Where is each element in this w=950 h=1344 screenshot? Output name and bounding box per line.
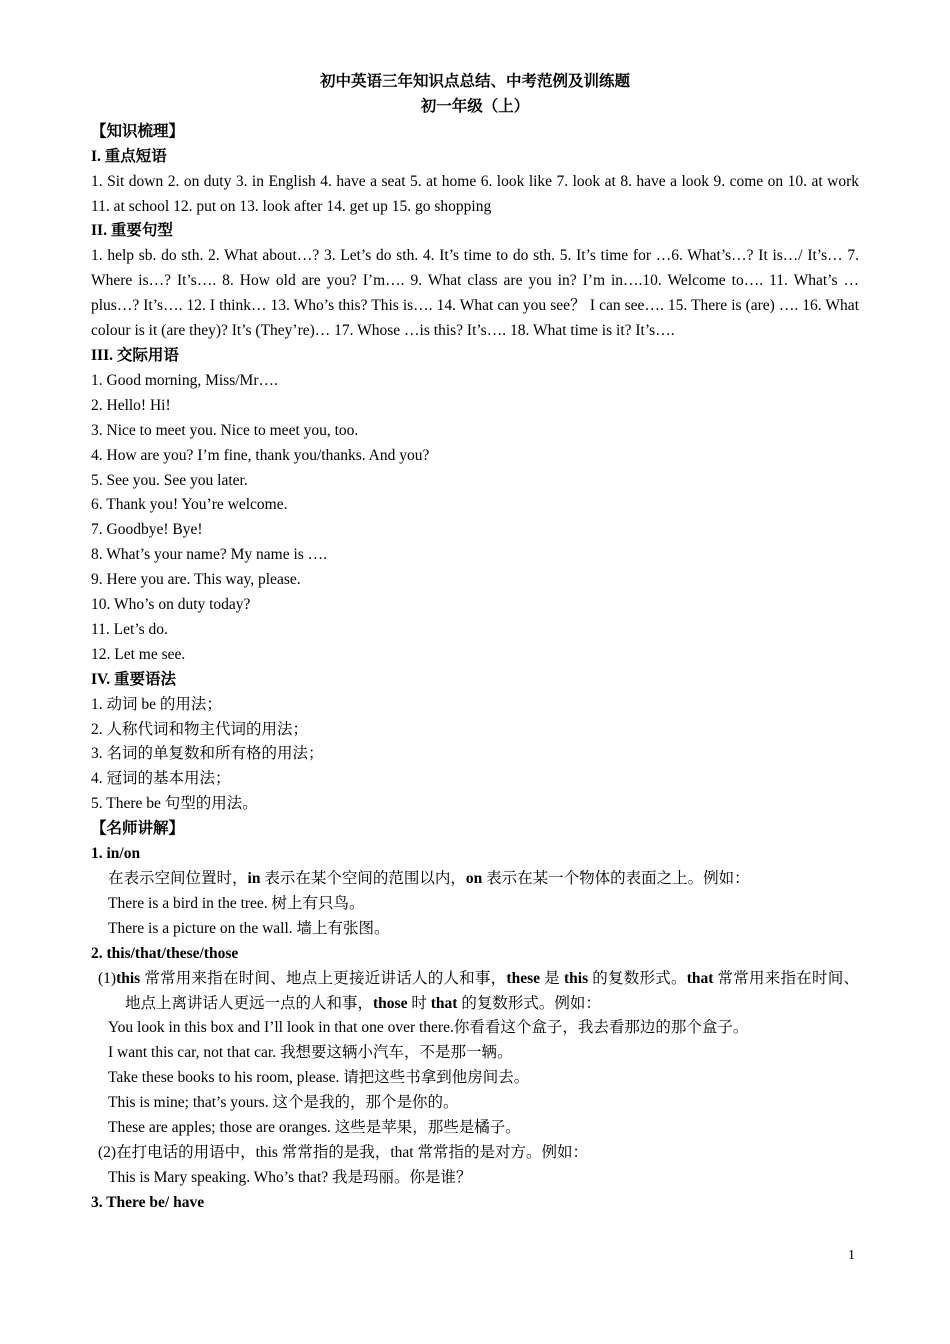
text-run: 的复数形式。 [588,969,687,987]
text-run: 常常用来指在时间、地点上离讲话人更远一点的人和事， [125,969,859,1012]
document-subtitle: 初一年级（上） [420,97,530,115]
example-sentence: Take these books to his room, please. 请把这些书拿到他房间去。 [108,1069,530,1087]
list-item: 1. Good morning, Miss/Mr…. [91,371,278,389]
list-item: 5. See you. See you later. [91,471,248,489]
example-sentence: This is mine; that’s yours. 这个是我的，那个是你的。 [108,1094,459,1112]
list-item: 8. What’s your name? My name is …. [91,546,328,564]
example-sentence: There is a bird in the tree. 树上有只鸟。 [108,894,365,912]
keyword: that [686,969,714,987]
keyword: on [465,870,483,887]
keyword: this [116,969,141,987]
list-item: 2. 人称代词和物主代词的用法； [91,720,309,738]
point-heading-in-on: 1. in/on [91,845,141,863]
text-run: 的复数形式。例如： [457,994,601,1012]
example-sentence: There is a picture on the wall. 墙上有张图。 [108,919,390,937]
list-item: 5. There be 句型的用法。 [91,795,258,813]
list-item: 4. How are you? I’m fine, thank you/thanks. And you? [91,446,430,464]
point-description: (2)在打电话的用语中，this 常常指的是我，that 常常指的是对方。例如： [98,1143,588,1161]
list-item: 12. Let me see. [91,645,186,663]
page-number: 1 [848,1248,855,1263]
example-sentence: These are apples; those are oranges. 这些是苹果，那些是橘子。 [108,1119,521,1137]
list-item: 11. Let’s do. [91,620,168,638]
list-item: 2. Hello! Hi! [91,396,171,414]
example-sentence: This is Mary speaking. Who’s that? 我是玛丽。你是谁？ [108,1168,472,1186]
text-run: 是 [540,969,564,987]
list-item: 10. Who’s on duty today? [91,596,251,614]
section-heading-knowledge: 【知识梳理】 [91,122,185,140]
text-run: 常常用来指在时间、地点上更接近讲话人的人和事， [140,969,507,987]
list-item: 6. Thank you! You’re welcome. [91,496,288,514]
sentences-heading: II. 重要句型 [91,222,173,240]
text-run: 时 [407,994,431,1012]
phrases-heading: I. 重点短语 [91,147,167,165]
point-heading-demonstratives: 2. this/that/these/those [91,944,239,962]
keyword: these [506,969,540,987]
section-heading-teacher: 【名师讲解】 [91,820,185,838]
example-sentence: You look in this box and I’ll look in that one over there.你看看这个盒子，我去看那边的那个盒子。 [108,1019,749,1037]
communication-heading: III. 交际用语 [91,346,179,364]
list-item: 4. 冠词的基本用法； [91,770,231,788]
phrases-text: 1. Sit down 2. on duty 3. in English 4. have a seat 5. at home 6. look like 7. look at 8. have a look 9. come on 10. at work 11. at school 12. put on 13. look after 14. get up 15. go shopping [91,172,859,215]
text-run: 在表示空间位置时， [108,870,248,887]
point-heading-there-be: 3. There be/ have [91,1193,205,1211]
list-item: 1. 动词 be 的用法； [91,695,222,713]
document-title: 初中英语三年知识点总结、中考范例及训练题 [319,73,630,90]
example-sentence: I want this car, not that car. 我想要这辆小汽车，不是那一辆。 [108,1044,513,1062]
sentences-text: 1. help sb. do sth. 2. What about…? 3. Let’s do sth. 4. It’s time to do sth. 5. It’s time for …6. What’s…? It is…/ It’s… 7. Where is…? It’s…. 8. How old are you? I’m…. 9. What class are you in? I’m in….10. Welcome to…. 11. What’s …plus…? It’s…. 12. I think… 13. Who’s this? This is…. 14. What can you see？ I can see…. 15. There is (are) …. 16. What colour is it (are they)? It’s (They’re)… 17. Whose …is this? It’s…. 18. What time is it? It’s…. [91,247,859,340]
keyword: this [563,969,589,987]
grammar-heading: IV. 重要语法 [91,670,176,688]
list-item: 3. 名词的单复数和所有格的用法； [91,745,324,763]
list-item: 3. Nice to meet you. Nice to meet you, too. [91,421,359,439]
list-item: 7. Goodbye! Bye! [91,521,203,539]
text-run: 表示在某个空间的范围以内， [260,870,466,887]
point-description [91,967,859,1017]
keyword: that [430,994,458,1012]
keyword: in [247,870,261,887]
keyword: those [373,994,408,1012]
text-run: (1) [98,969,117,987]
text-run: 表示在某一个物体的表面之上。例如： [482,870,750,887]
list-item: 9. Here you are. This way, please. [91,571,301,589]
point-description [91,867,859,892]
document-page [91,70,859,1216]
